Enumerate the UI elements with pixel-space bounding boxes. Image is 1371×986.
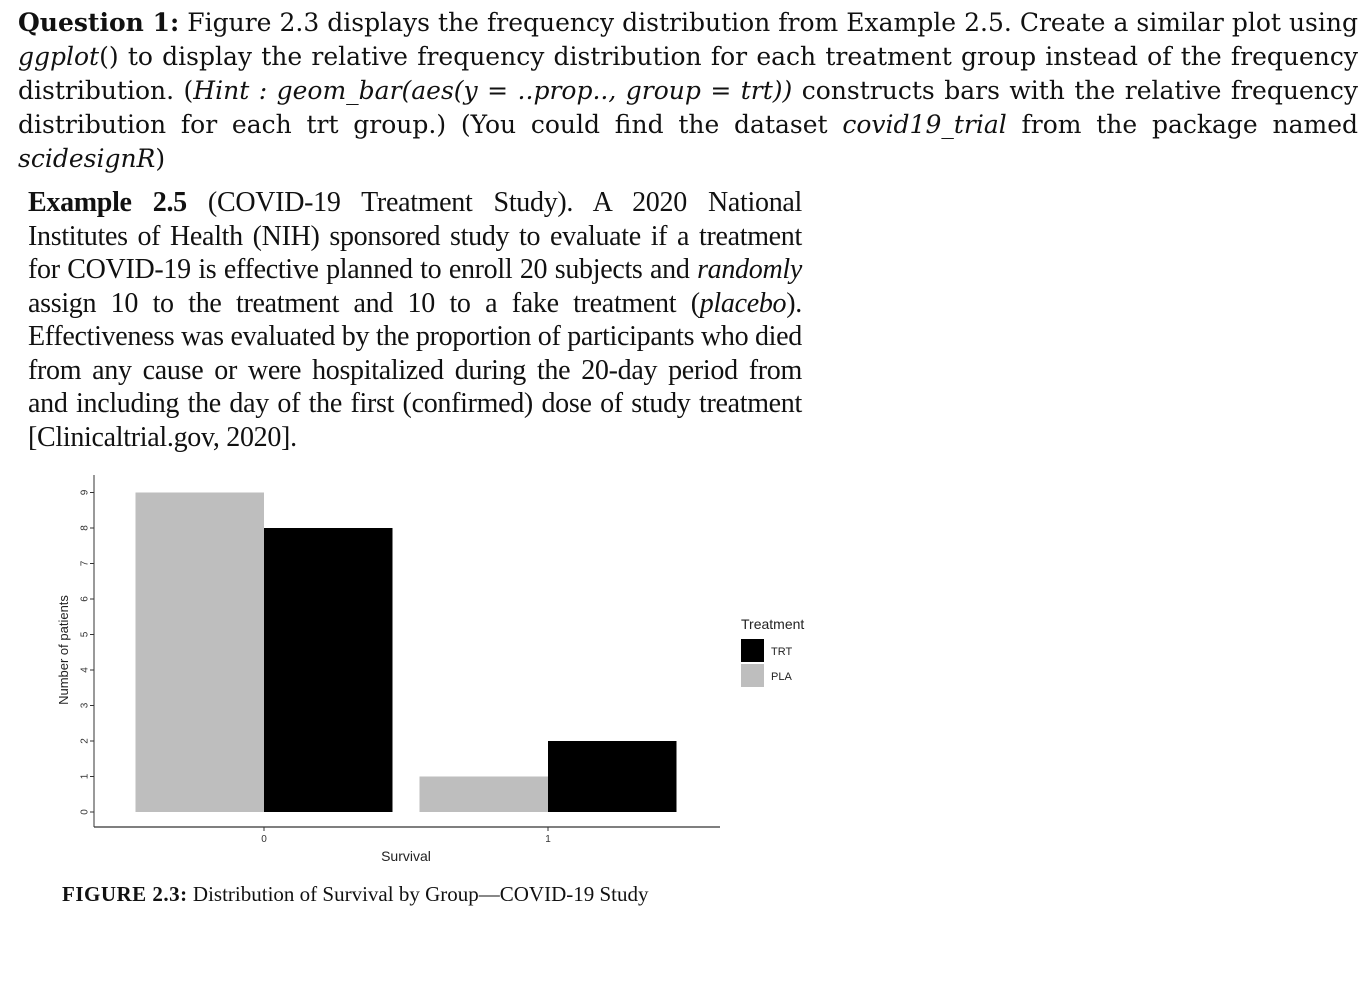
- figure-caption: [62, 882, 649, 907]
- y-tick-label: 3: [79, 702, 91, 709]
- question-part5: ): [155, 144, 166, 173]
- example-emph-placebo: placebo: [699, 287, 787, 319]
- bar-pla-0: [136, 493, 265, 813]
- example-part1: (COVID-19 Treatment Study). A 2020 National Institutes of Health (NIH) sponsored study to evaluate if a treatment for COVID-19 is effective planned to enroll 20 subjects and: [28, 187, 802, 285]
- legend-key-trt: [741, 639, 764, 662]
- y-tick-label: 5: [79, 631, 91, 638]
- x-tick-label: 0: [261, 834, 267, 845]
- question-part1: Figure 2.3 displays the frequency distribution from Example 2.5. Create a similar plot using: [179, 8, 1358, 37]
- y-tick-label: 2: [79, 738, 91, 744]
- question-label: Question 1:: [18, 8, 180, 37]
- question-part2: () to display the relative frequency distribution for each treatment group instead of the frequency distribution. (: [18, 42, 1358, 105]
- y-tick-label: 8: [79, 525, 91, 531]
- bar-chart: [50, 470, 830, 880]
- question-part4: from the package named: [1006, 110, 1358, 139]
- legend-label-trt: TRT: [771, 646, 793, 658]
- y-tick-label: 1: [79, 773, 91, 780]
- bar-trt-0: [264, 528, 393, 812]
- y-tick-label: 7: [79, 560, 91, 567]
- bar-pla-1: [420, 777, 549, 813]
- question-dataset: covid19_trial: [842, 110, 1007, 139]
- example-label: Example 2.5: [28, 187, 187, 218]
- y-tick-label: 9: [79, 489, 91, 496]
- y-axis-label: Number of patients: [56, 595, 71, 705]
- question-hint: Hint : geom_bar(aes(y = ..prop.., group = trt)): [193, 76, 793, 105]
- legend-label-pla: PLA: [771, 671, 792, 683]
- caption-text: Distribution of Survival by Group—COVID-19 Study: [187, 882, 649, 906]
- example-paragraph: [28, 186, 802, 454]
- example-emph-randomly: randomly: [697, 254, 802, 285]
- question-func: ggplot: [18, 42, 100, 71]
- legend-title: Treatment: [741, 616, 805, 632]
- example-part2: assign 10 to the treatment and 10 to a fake treatment (: [28, 287, 700, 319]
- question-package: scidesignR: [18, 144, 156, 173]
- question-text: [18, 6, 1358, 176]
- x-tick-label: 1: [545, 834, 551, 845]
- example-part3: ). Effectiveness was evaluated by the proportion of participants who died from any cause or were hospitalized during the 20-day period from and including the day of the first (confirmed) dose of study treatment [Clinicaltrial.gov, 2020].: [28, 287, 802, 453]
- y-tick-label: 4: [79, 667, 91, 673]
- bar-trt-1: [548, 741, 677, 812]
- legend-key-pla: [741, 664, 764, 687]
- y-tick-label: 6: [79, 596, 91, 602]
- legend: [741, 639, 792, 687]
- question-part3: constructs bars with the relative frequency distribution for each trt group.) (You could find the dataset: [18, 76, 1358, 139]
- y-tick-label: 0: [79, 809, 91, 815]
- caption-label: FIGURE 2.3:: [62, 882, 188, 906]
- x-axis-label: Survival: [381, 848, 431, 864]
- chart-svg: [50, 470, 830, 880]
